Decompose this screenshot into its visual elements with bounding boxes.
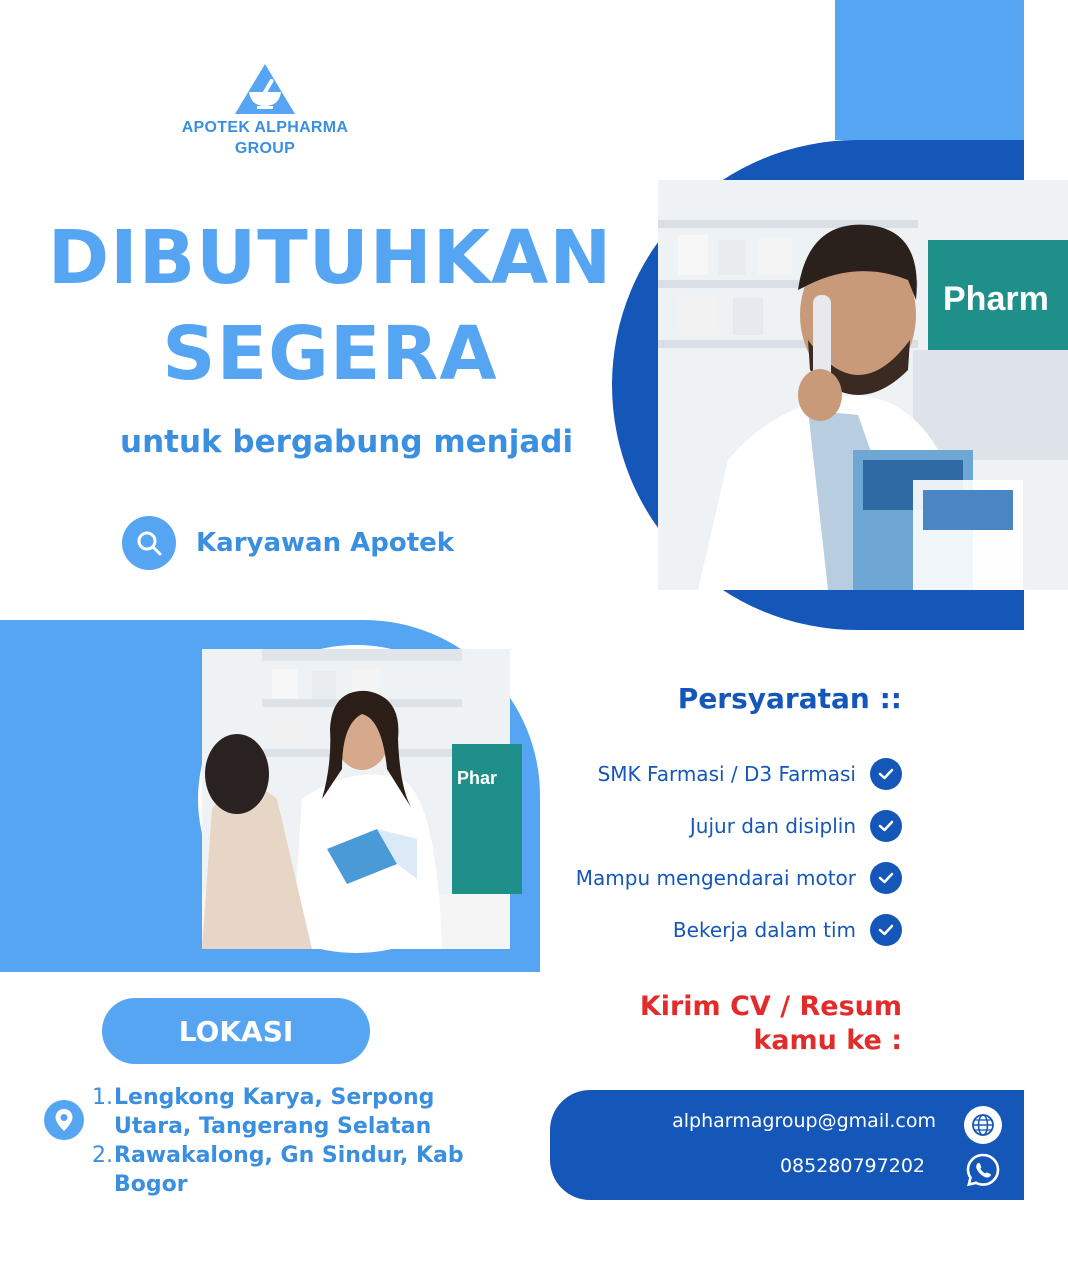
headline-line1: DIBUTUHKAN	[47, 215, 613, 301]
check-icon	[870, 810, 902, 842]
brand-name-line1: APOTEK ALPHARMA	[181, 119, 349, 136]
requirement-label: Bekerja dalam tim	[672, 918, 856, 942]
contact-email[interactable]: alpharmagroup@gmail.com	[672, 1110, 936, 1132]
brand-name-line2: GROUP	[234, 140, 296, 157]
headline-line2: SEGERA	[162, 311, 498, 397]
mortar-pestle-triangle-icon	[233, 62, 297, 116]
requirement-item	[576, 860, 902, 896]
requirement-item	[576, 756, 902, 792]
requirement-label: Jujur dan disiplin	[689, 814, 856, 838]
requirement-label: SMK Farmasi / D3 Farmasi	[597, 762, 856, 786]
headline	[40, 210, 620, 402]
check-icon	[870, 758, 902, 790]
check-icon	[870, 862, 902, 894]
brand-logo	[170, 62, 360, 158]
contact-bar	[550, 1090, 1024, 1200]
location-text: Rawakalong, Gn Sindur, Kab Bogor	[114, 1143, 464, 1197]
globe-icon	[964, 1106, 1002, 1144]
requirement-item	[576, 912, 902, 948]
top-right-block-decoration	[835, 0, 1024, 140]
pharmacy-sign-text: Pharm	[943, 280, 1049, 318]
cta-line2: kamu ke :	[753, 1025, 902, 1056]
position-title	[122, 516, 454, 570]
pharmacy-sign-text-small: Phar	[457, 768, 498, 788]
location-label-pill: LOKASI	[102, 998, 370, 1064]
position-title-text: Karyawan Apotek	[196, 528, 455, 558]
search-icon	[122, 516, 176, 570]
requirement-label: Mampu mengendarai motor	[575, 866, 856, 890]
location-list	[92, 1083, 492, 1199]
pharmacist-on-phone-photo	[658, 180, 1068, 590]
requirements-list	[576, 756, 902, 964]
requirements-title: Persyaratan ::	[677, 682, 902, 715]
pharmacist-with-customer-photo	[198, 645, 514, 953]
location-number: 1.	[92, 1085, 113, 1110]
location-item	[92, 1141, 492, 1199]
requirement-item	[576, 808, 902, 844]
whatsapp-icon	[963, 1150, 1003, 1190]
cta-line1: Kirim CV / Resum	[639, 991, 902, 1022]
location-item	[92, 1083, 492, 1141]
cv-call-to-action	[640, 990, 902, 1058]
subheadline: untuk bergabung menjadi	[120, 424, 574, 460]
location-number: 2.	[92, 1143, 113, 1168]
check-icon	[870, 914, 902, 946]
map-pin-icon	[44, 1100, 84, 1140]
contact-phone[interactable]: 085280797202	[779, 1155, 925, 1177]
location-text: Lengkong Karya, Serpong Utara, Tangerang Selatan	[114, 1085, 435, 1139]
